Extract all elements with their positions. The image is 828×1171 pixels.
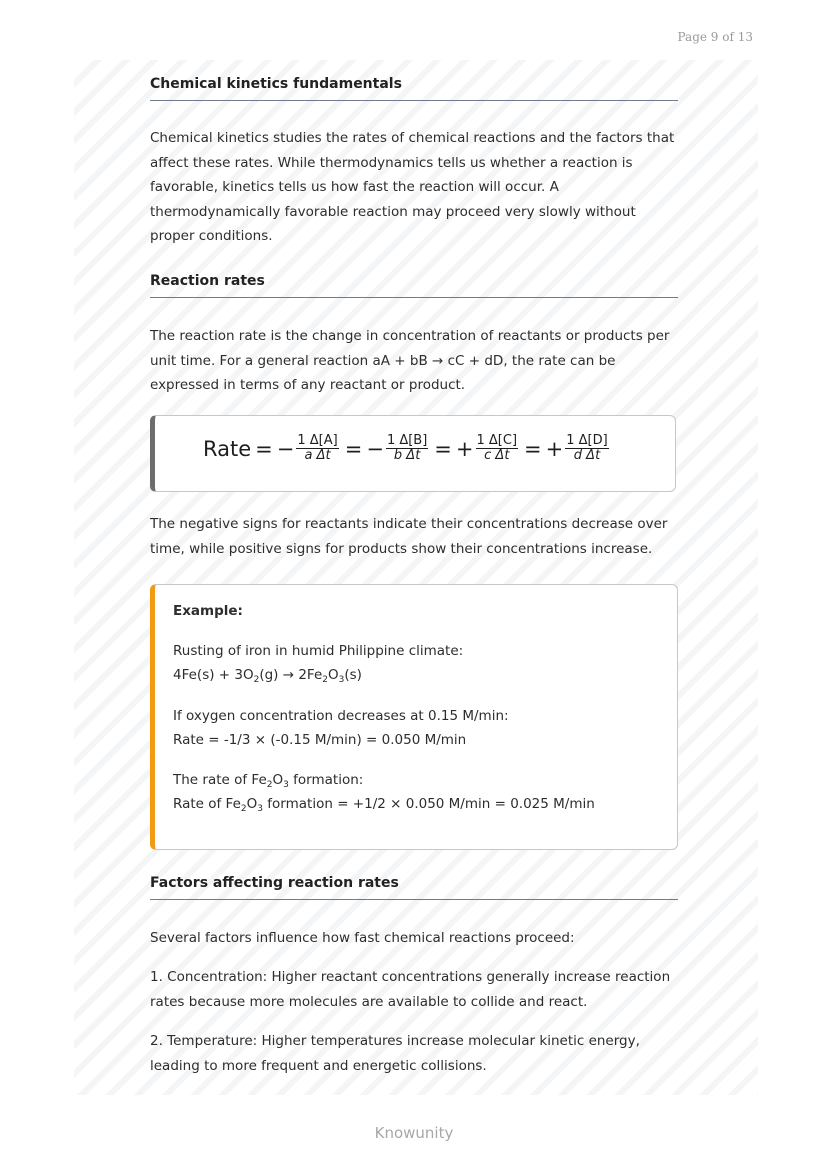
text-line: time, while positive signs for products show their concentrations increase. [150, 540, 653, 557]
fraction-denominator: c Δt [484, 448, 510, 463]
example-line [173, 794, 595, 819]
heading-factors: Factors affecting reaction rates [150, 875, 678, 900]
fraction-denominator: b Δt [393, 448, 421, 463]
eq-subscript: 2 [253, 675, 260, 685]
term-fraction-a [296, 434, 338, 463]
example-title: Example: [173, 603, 243, 619]
text-line: 1. Concentration: Higher reactant concentrations generally increase reaction [150, 969, 671, 985]
factors-intro: Several factors influence how fast chemical reactions proceed: [150, 930, 575, 946]
text-line: proper conditions. [150, 228, 273, 244]
text-part: formation: [288, 772, 364, 788]
text-part: O [272, 772, 284, 788]
example-equation [173, 665, 362, 690]
heading-kinetics: Chemical kinetics fundamentals [150, 76, 678, 101]
text-line: unit time. For a general reaction aA + bB → cC + dD, the rate can be [150, 352, 616, 369]
example-line: If oxygen concentration decreases at 0.15 M/min: [173, 708, 509, 724]
fraction-denominator: d Δt [573, 448, 601, 463]
term-sign: − [276, 436, 295, 461]
term-sign: + [545, 436, 564, 461]
fraction-numerator: 1 Δ[A] [297, 433, 338, 448]
text-part: Rate of Fe [173, 796, 241, 812]
example-line [173, 770, 363, 795]
subscript: 3 [283, 780, 289, 790]
text-line: The negative signs for reactants indicate their concentrations decrease over [150, 516, 668, 532]
eq-part: 4Fe(s) + 3O [173, 667, 254, 683]
text-line: 2. Temperature: Higher temperatures increase molecular kinetic energy, [150, 1033, 640, 1049]
subscript: 2 [240, 804, 247, 814]
formula-equals: = [524, 436, 542, 461]
text-line: rates because more molecules are available to collide and react. [150, 993, 588, 1010]
term-sign: + [455, 436, 474, 461]
eq-subscript: 3 [338, 675, 345, 685]
example-box [150, 584, 678, 850]
text-part: formation = +1/2 × 0.050 M/min = 0.025 M/min [263, 796, 595, 812]
formula-equals: = [255, 436, 273, 461]
footer-brand: Knowunity [374, 1124, 454, 1142]
rate-formula-box [150, 415, 676, 492]
formula-equals: = [434, 436, 452, 461]
term-fraction-b [386, 434, 428, 463]
formula-lhs: Rate [203, 436, 252, 461]
text-line: thermodynamically favorable reaction may proceed very slowly without [150, 203, 636, 220]
rates-paragraph [150, 324, 678, 398]
text-part: O [246, 796, 258, 812]
text-line: leading to more frequent and energetic collisions. [150, 1057, 487, 1074]
fraction-denominator: a Δt [304, 448, 331, 463]
eq-subscript: 2 [322, 675, 328, 685]
heading-reaction-rates: Reaction rates [150, 273, 678, 298]
example-line: Rate = -1/3 × (-0.15 M/min) = 0.050 M/min [173, 732, 467, 748]
eq-part: (s) [344, 667, 362, 683]
text-line: The reaction rate is the change in concentration of reactants or products per [150, 328, 670, 344]
term-fraction-c [476, 434, 519, 463]
text-line: Chemical kinetics studies the rates of chemical reactions and the factors that [150, 130, 675, 146]
kinetics-paragraph [150, 126, 678, 249]
fraction-numerator: 1 Δ[B] [386, 433, 428, 448]
term-fraction-d [565, 434, 608, 463]
factor-concentration [150, 965, 678, 1014]
subscript: 2 [266, 780, 273, 790]
example-line: Rusting of iron in humid Philippine climate: [173, 643, 464, 659]
text-part: The rate of Fe [173, 772, 267, 788]
text-line: expressed in terms of any reactant or product. [150, 377, 466, 393]
page-number: Page 9 of 13 [677, 30, 753, 44]
fraction-numerator: 1 Δ[D] [566, 433, 608, 448]
formula-equals: = [344, 436, 363, 461]
term-sign: − [366, 436, 384, 461]
text-line: affect these rates. While thermodynamics tells us whether a reaction is [150, 154, 633, 171]
text-line: favorable, kinetics tells us how fast the reaction will occur. A [150, 179, 559, 195]
fraction-numerator: 1 Δ[C] [476, 433, 518, 448]
rate-formula [203, 434, 611, 463]
eq-part: (g) → 2Fe [259, 667, 323, 683]
subscript: 3 [257, 804, 263, 814]
signs-paragraph [150, 512, 678, 561]
factor-temperature [150, 1029, 678, 1078]
eq-part: O [328, 667, 339, 683]
